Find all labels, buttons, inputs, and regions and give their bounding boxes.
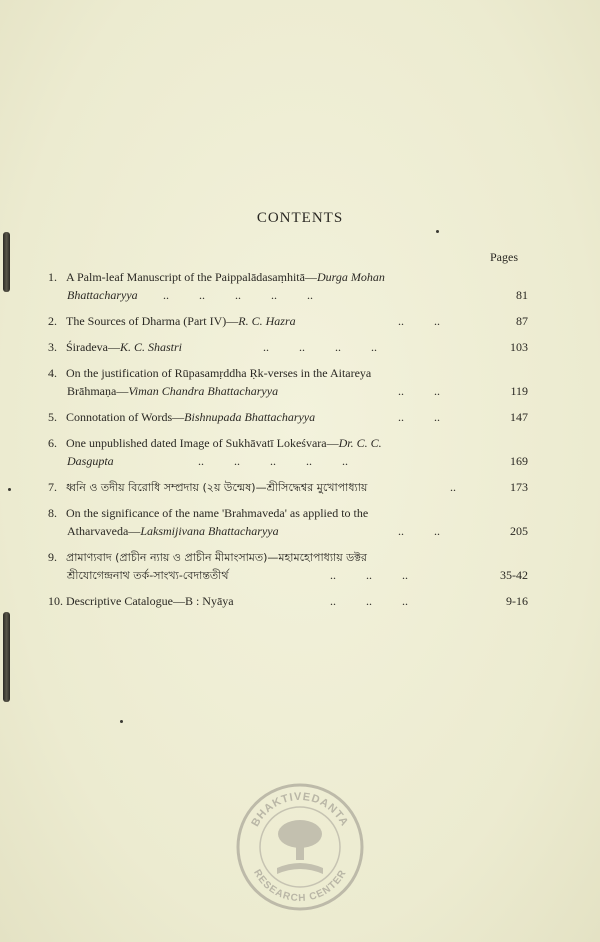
- page-number: 119: [510, 384, 528, 398]
- pages-column-header: Pages: [490, 250, 518, 264]
- toc-entry[interactable]: 10. Descriptive Catalogue—B : Nyāya .. .. .. 9-16: [48, 594, 528, 608]
- contents-title: CONTENTS: [256, 210, 344, 226]
- paper-speck: [436, 230, 439, 233]
- toc-entry[interactable]: 9. প্রামাণ্যবাদ (প্রাচীন ন্যায় ও প্রাচীন মীমাংসামত)—মহামহোপাধ্যায় ডক্টর শ্রীযোগেন্দ্রনাথ তর্ক-সাংখ্য-বেদান্ততীর্থ .. .. .. 35-42: [48, 550, 528, 582]
- page-number: 81: [516, 288, 528, 302]
- page-number: 169: [510, 454, 528, 468]
- toc-entry[interactable]: 6. One unpublished dated Image of Sukhāvatī Lokeśvara—Dr. C. C. Dasgupta .. .. .. .. .. 169: [48, 436, 528, 468]
- binding-thread-top: [3, 232, 10, 292]
- page-number: 35-42: [500, 568, 528, 582]
- paper-speck: [120, 720, 123, 723]
- toc-entry[interactable]: 4. On the justification of Rūpasamṛddha Ṛk-verses in the Aitareya Brāhmaṇa—Viman Chandra Bhattacharyya .. .. 119: [48, 366, 528, 398]
- library-stamp-icon: [235, 782, 365, 912]
- page-number: 205: [510, 524, 528, 538]
- page-number: 147: [510, 410, 528, 424]
- toc-entry[interactable]: 8. On the significance of the name 'Brahmaveda' as applied to the Atharvaveda—Laksmijivana Bhattacharyya .. .. 205: [48, 506, 528, 538]
- paper-speck: [8, 488, 11, 491]
- toc-entry[interactable]: 2. The Sources of Dharma (Part IV)—R. C. Hazra .. .. 87: [48, 314, 528, 328]
- stamp-top-text: BHAKTIVEDANTA: [249, 790, 351, 829]
- toc-entry[interactable]: 1. A Palm-leaf Manuscript of the Paippalādasaṃhitā—Durga Mohan Bhattacharyya .. .. .. .. .. 81: [48, 270, 528, 302]
- page-number: 9-16: [506, 594, 528, 608]
- table-of-contents: [48, 268, 528, 610]
- page-number: 173: [510, 480, 528, 494]
- binding-thread-bottom: [3, 612, 10, 702]
- toc-entry[interactable]: 7. ধ্বনি ও তদীয় বিরোধি সম্প্রদায় (২য় উন্মেষ)—শ্রীসিদ্ধেশ্বর মুখোপাধ্যায় .. 173: [48, 480, 528, 494]
- toc-entry[interactable]: 5. Connotation of Words—Bishnupada Bhattacharyya .. .. 147: [48, 410, 528, 424]
- page-number: 87: [516, 314, 528, 328]
- page-number: 103: [510, 340, 528, 354]
- stamp-bottom-text: RESEARCH CENTER: [251, 867, 349, 905]
- toc-entry[interactable]: 3. Śiradeva—K. C. Shastri .. .. .. .. 103: [48, 340, 528, 354]
